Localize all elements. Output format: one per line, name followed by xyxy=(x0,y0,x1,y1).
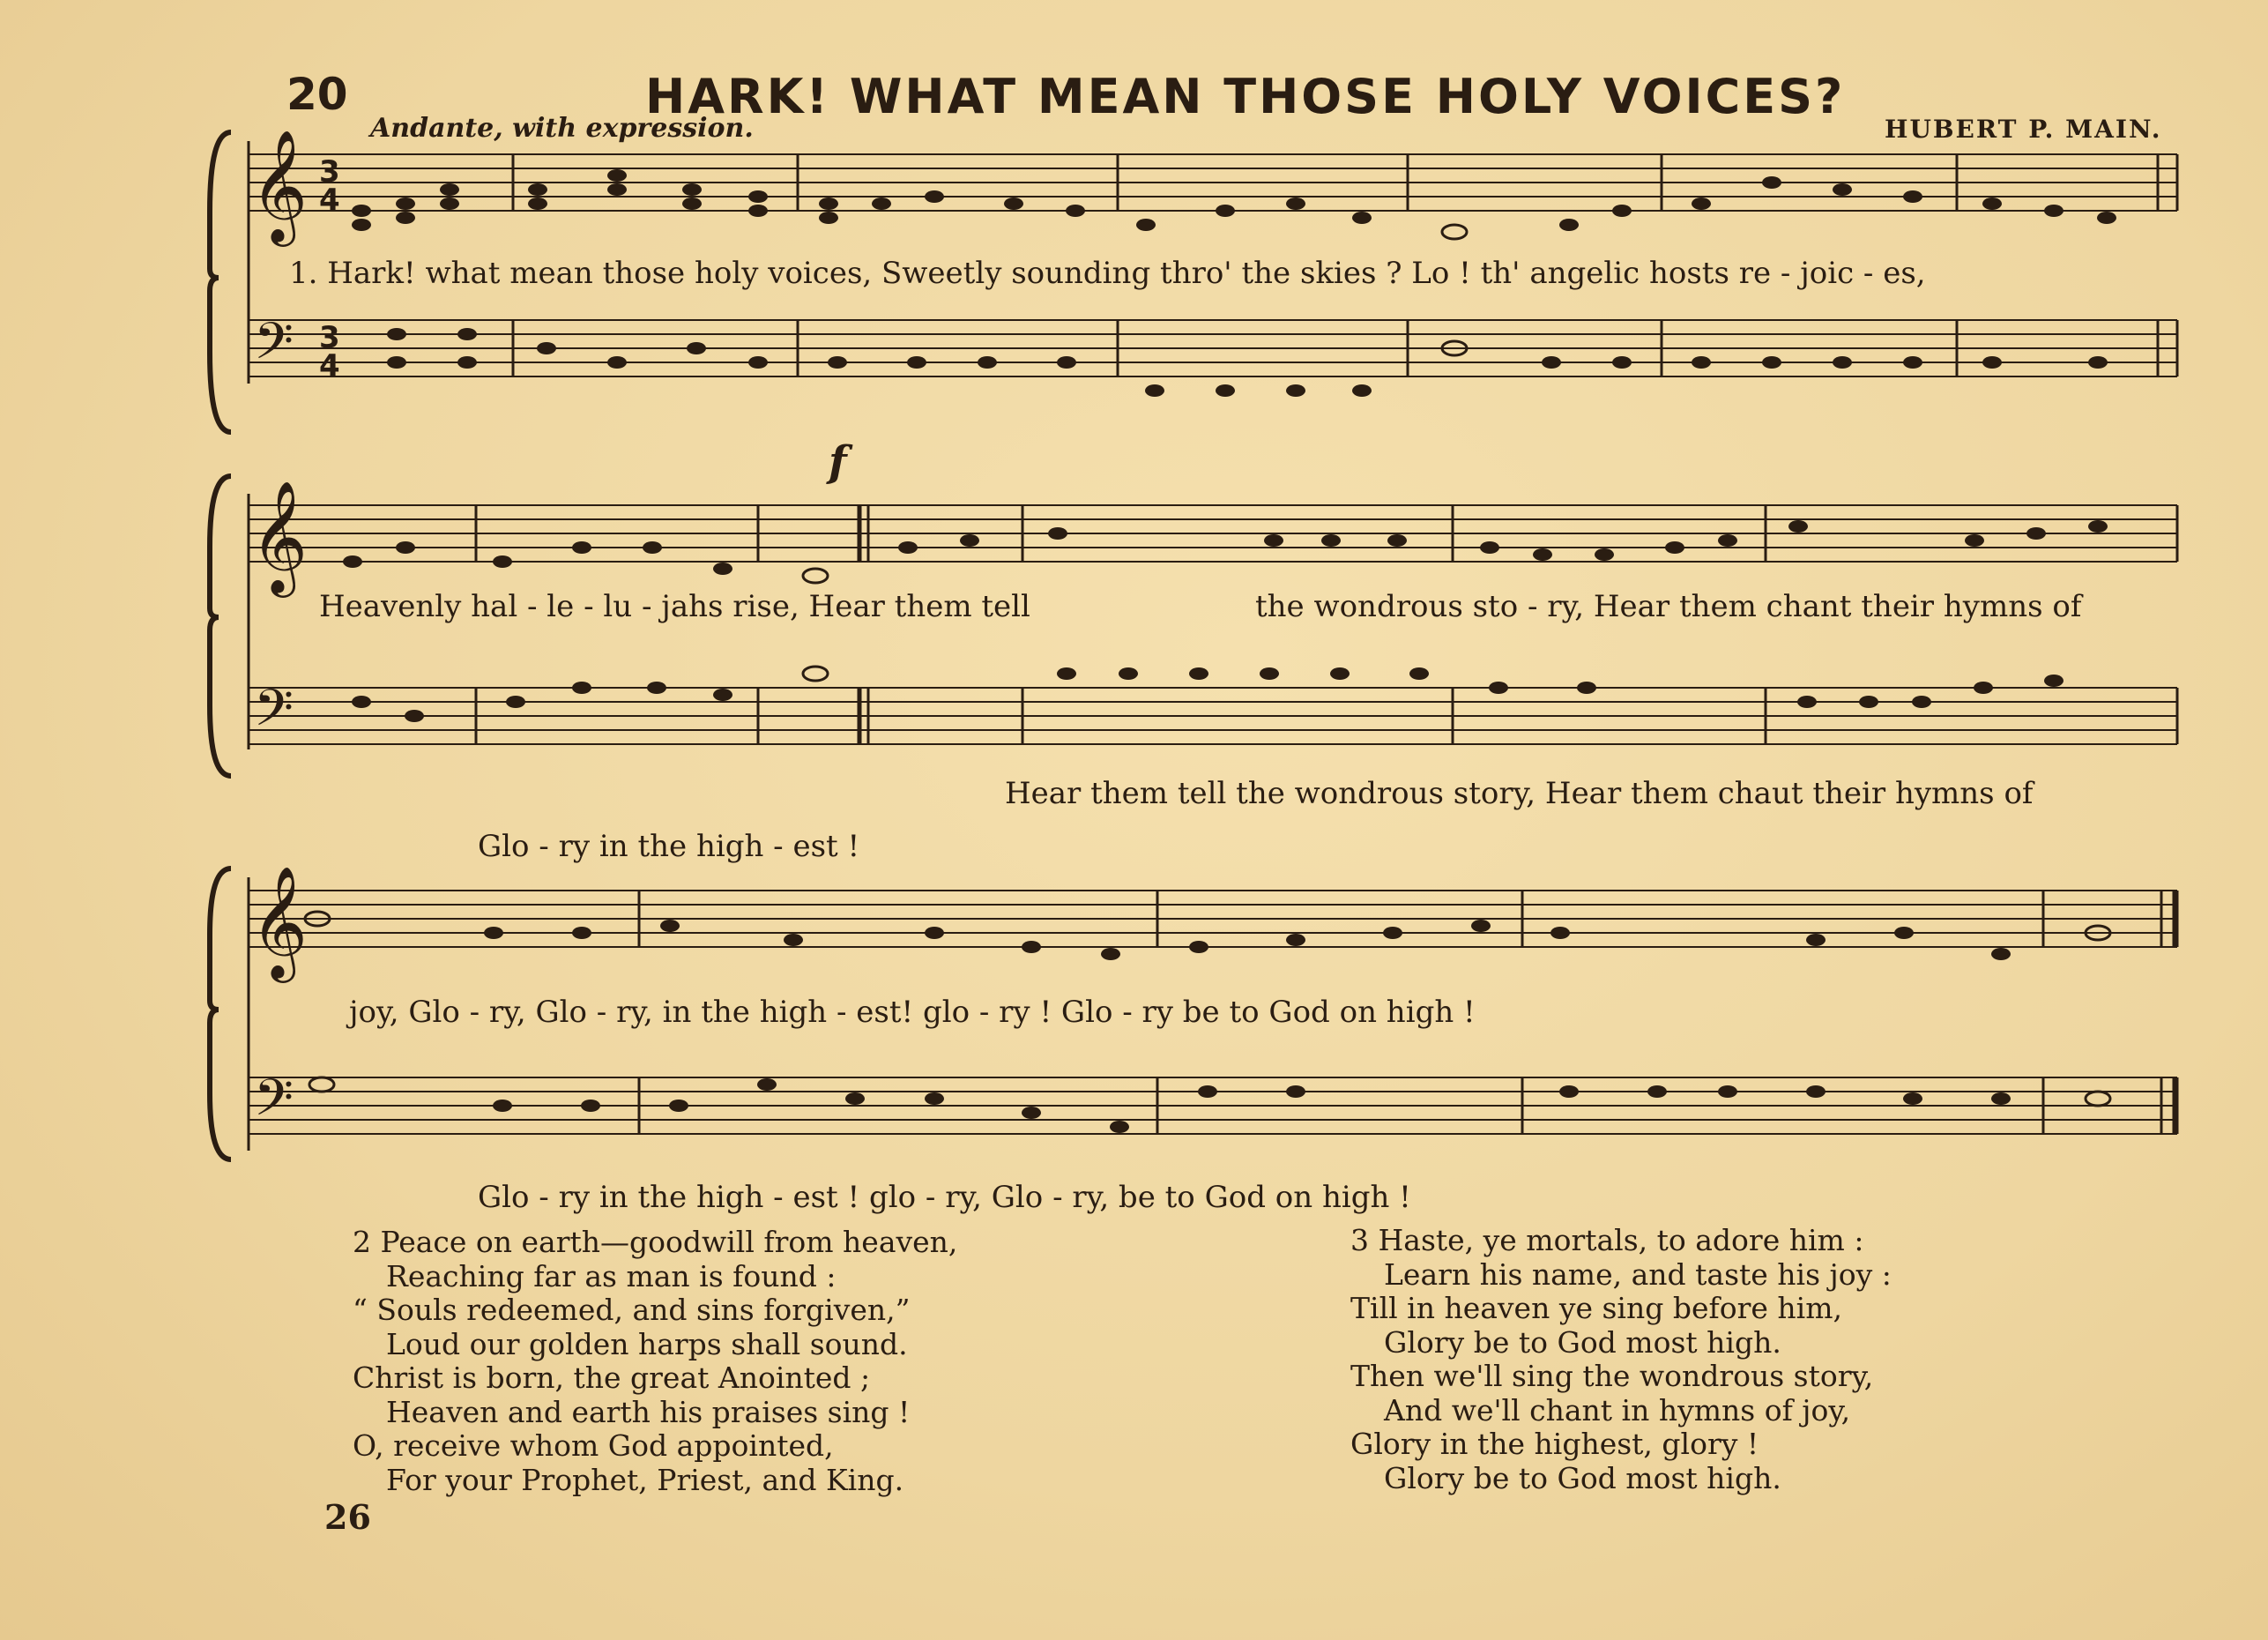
lyric-line-2-bass: Hear them tell the wondrous story, Hear them chaut their hymns of xyxy=(1005,776,2034,811)
noteheads xyxy=(305,169,2116,1133)
footer-page-number: 26 xyxy=(324,1497,371,1537)
time-signature-bottom: 4 xyxy=(319,183,340,218)
verse-2-line: Christ is born, the great Anointed ; xyxy=(353,1360,871,1395)
tempo-marking: Andante, with expression. xyxy=(370,113,754,144)
verse-2 xyxy=(353,1226,957,1497)
verse-2-line: Heaven and earth his praises sing ! xyxy=(386,1394,911,1429)
lyric-line-3: joy, Glo - ry, Glo - ry, in the high - est! glo - ry ! Glo - ry be to God on high ! xyxy=(349,995,1476,1030)
verse-3 xyxy=(1350,1224,1892,1495)
hymn-title: HARK! WHAT MEAN THOSE HOLY VOICES? xyxy=(645,69,1846,124)
lyric-line-2a: Heavenly hal - le - lu - jahs rise, Hear them tell xyxy=(319,589,1030,624)
treble-clef-icon: 𝄞 xyxy=(250,865,309,978)
system-2 xyxy=(210,476,2177,776)
dynamic-forte: f xyxy=(829,437,847,487)
bass-clef-icon: 𝄢 xyxy=(254,1068,294,1140)
verse-2-line: Reaching far as man is found : xyxy=(386,1258,837,1293)
treble-staff-3 xyxy=(249,891,2177,947)
bass-clef-icon: 𝄢 xyxy=(254,311,294,384)
verse-3-line: Till in heaven ye sing before him, xyxy=(1350,1291,1842,1325)
verse-2-line: 2 Peace on earth—goodwill from heaven, xyxy=(353,1225,958,1259)
verse-3-line: Glory in the highest, glory ! xyxy=(1350,1427,1759,1461)
bass-staff-2 xyxy=(249,688,2177,744)
verse-3-line: Then we'll sing the wondrous story, xyxy=(1350,1359,1874,1393)
treble-staff-2 xyxy=(249,505,2177,562)
page-number: 20 xyxy=(286,69,348,120)
treble-clef-icon: 𝄞 xyxy=(250,480,309,593)
lyric-line-1: 1. Hark! what mean those holy voices, Sweetly sounding thro' the skies ? Lo ! th' angelic hosts re - joic - es, xyxy=(289,256,1926,291)
verse-2-line: For your Prophet, Priest, and King. xyxy=(386,1462,904,1497)
bass-staff-3 xyxy=(249,1077,2177,1134)
verse-3-line: Glory be to God most high. xyxy=(1384,1460,1781,1495)
verse-2-line: O, receive whom God appointed, xyxy=(353,1428,834,1463)
composer-credit: HUBERT P. MAIN. xyxy=(1885,115,2162,144)
verse-3-line: 3 Haste, ye mortals, to adore him : xyxy=(1350,1223,1864,1257)
lyric-line-3-bass: Glo - ry in the high - est ! glo - ry, Glo - ry, be to God on high ! xyxy=(478,1180,1411,1215)
bass-clef-icon: 𝄢 xyxy=(254,678,294,750)
time-signature-bottom: 4 xyxy=(319,348,340,384)
time-signature-top: 3 xyxy=(319,154,340,190)
treble-clef-icon: 𝄞 xyxy=(250,129,309,242)
verse-3-line: And we'll chant in hymns of joy, xyxy=(1384,1392,1851,1428)
verse-2-line: Loud our golden harps shall sound. xyxy=(386,1326,908,1361)
lyric-line-3-above: Glo - ry in the high - est ! xyxy=(478,829,860,864)
lyric-line-2b: the wondrous sto - ry, Hear them chant their hymns of xyxy=(1255,589,2082,624)
verse-3-line: Learn his name, and taste his joy : xyxy=(1384,1256,1892,1292)
verse-3-line: Glory be to God most high. xyxy=(1384,1324,1781,1360)
time-signature-top: 3 xyxy=(319,320,340,355)
verse-2-line: “ Souls redeemed, and sins forgiven,” xyxy=(353,1293,911,1327)
